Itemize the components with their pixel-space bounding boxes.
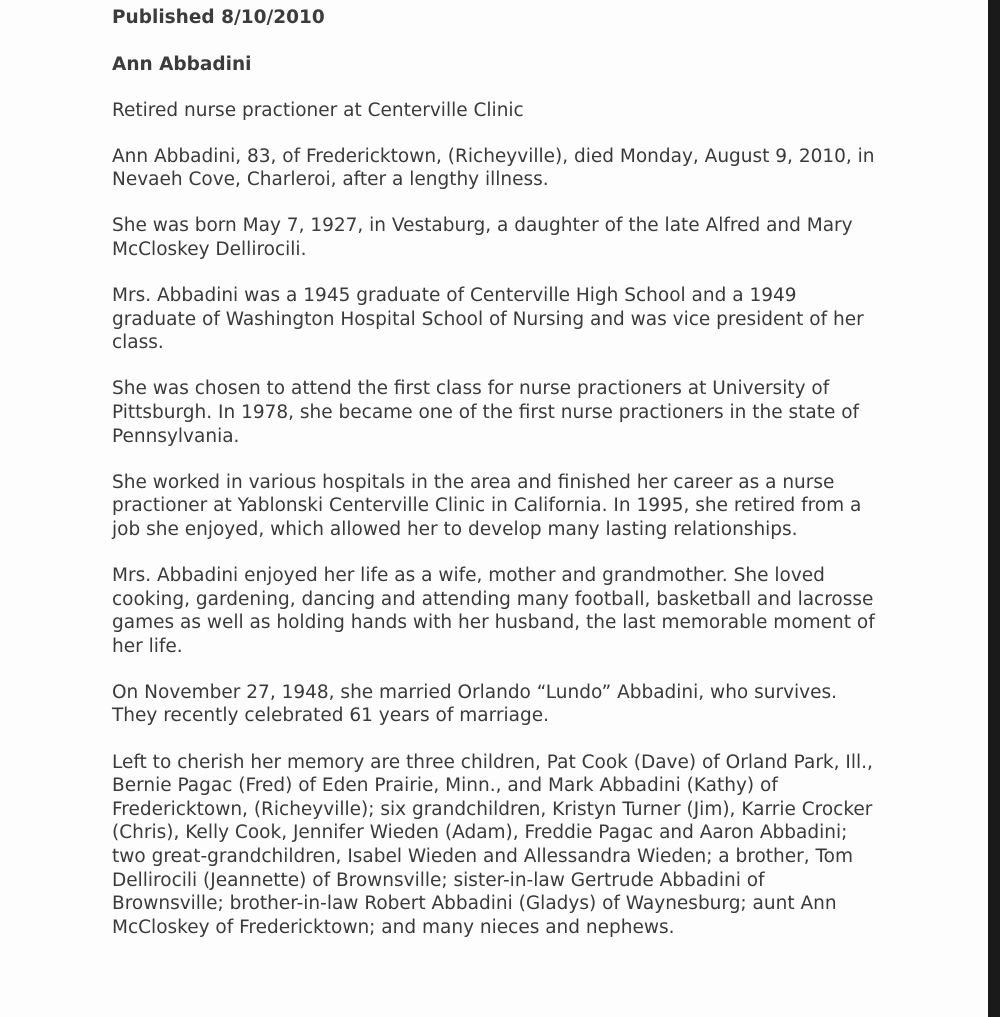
paragraph-hobbies: Mrs. Abbadini enjoyed her life as a wife, mother and grandmother. She loved cooking, gardening, dancing and attending many football, basketball and lacrosse games as well as holding hands with her husband, the last memorable moment of her life. <box>112 565 875 657</box>
scan-edge-border <box>988 0 1000 1017</box>
paragraph-education: Mrs. Abbadini was a 1945 graduate of Centerville High School and a 1949 graduate of Washington Hospital School of Nursing and was vice president of her class. <box>112 285 864 354</box>
paragraph-career: She worked in various hospitals in the area and finished her career as a nurse practioner at Yablonski Centerville Clinic in California. In 1995, she retired from a job she enjoyed, which allowed her to develop many lasting relationships. <box>112 471 862 540</box>
paragraph-survivors: Left to cherish her memory are three children, Pat Cook (Dave) of Orland Park, Ill., Bernie Pagac (Fred) of Eden Prairie, Minn., and Mark Abbadini (Kathy) of Fredericktown, (Richeyville); six grandchildren, Kristyn Turner (Jim), Karrie Crocker (Chris), Kelly Cook, Jennifer Wieden (Adam), Freddie Pagac and Aaron Abbadini; two great-grandchildren, Isabel Wieden and Allessandra Wieden; a brother, Tom Dellirocili (Jeannette) of Brownsville; sister-in-law Gertrude Abbadini of Brownsville; brother-in-law Robert Abbadini (Gladys) of Waynesburg; aunt Ann McCloskey of Fredericktown; and many nieces and nephews. <box>112 751 873 938</box>
paragraph-marriage: On November 27, 1948, she married Orlando “Lundo” Abbadini, who survives. They recently celebrated 61 years of marriage. <box>112 681 838 727</box>
deceased-name: Ann Abbadini <box>112 53 252 75</box>
obituary-document <box>112 6 882 962</box>
paragraph-death-notice: Ann Abbadini, 83, of Fredericktown, (Richeyville), died Monday, August 9, 2010, in Nevaeh Cove, Charleroi, after a lengthy illness. <box>112 145 875 191</box>
published-date: Published 8/10/2010 <box>112 7 325 28</box>
paragraph-birth: She was born May 7, 1927, in Vestaburg, a daughter of the late Alfred and Mary McCloskey Dellirocili. <box>112 215 853 261</box>
paragraph-nurse-practioner: She was chosen to attend the first class for nurse practioners at University of Pittsburgh. In 1978, she became one of the first nurse practioners in the state of Pennsylvania. <box>112 378 860 447</box>
obituary-subtitle: Retired nurse practioner at Centerville Clinic <box>112 99 524 121</box>
